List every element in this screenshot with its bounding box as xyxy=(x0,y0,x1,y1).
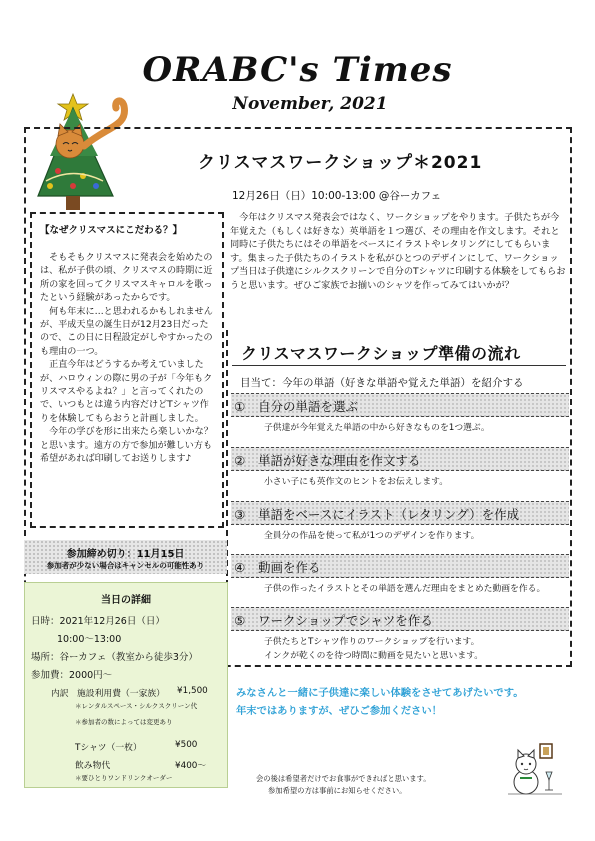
details-time: 10:00〜13:00 xyxy=(57,634,122,645)
why-christmas-heading: 【なぜクリスマスにこだわる？】 xyxy=(40,225,183,236)
flow-title: クリスマスワークショップ準備の流れ xyxy=(241,344,521,363)
deadline-banner xyxy=(24,540,227,574)
step-desc: 小さい子にも英作文のヒントをお伝えします。 xyxy=(264,477,449,487)
closing-line: 年末ではありますが、ぜひご参加ください！ xyxy=(236,705,442,717)
step-number: ② xyxy=(234,453,246,468)
why-paragraph: 今年の学びを形に出来たら楽しいかな？と思います。遠方の方で参加が難しい方も希望があれば印刷してお送りします♪ xyxy=(40,427,213,465)
step-title xyxy=(234,611,433,629)
closing-line: みなさんと一緒に子供達に楽しい体験をさせてあげたいです。 xyxy=(236,687,524,699)
step-number: ⑤ xyxy=(234,613,246,628)
facility-label: 施設利用費（一家族） xyxy=(77,689,165,699)
step-desc: 全員分の作品を使って私が1つのデザインを作ります。 xyxy=(264,531,480,541)
why-paragraph: そもそもクリスマスに発表会を始めたのは、私が子供の頃、クリスマスの時期に近所の家を回ってクリスマスキャロルを歌ったという経験があったからです。 xyxy=(40,253,213,304)
closing-message xyxy=(236,684,524,720)
workshop-intro: 今年はクリスマス発表会ではなく、ワークショップをやります。子供たちが今年覚えた（もしくは好きな）英単語を１つ選び、その理由を作文します。それと同時に子供たちにはその単語をベースにイラストやレタリングにしてもらいます。集まった子供たちのイラストを私がひとつのデザインにして、ワークショップ当日は子供達にシルクスクリーンで自分のTシャツに印刷する体験をしてもらおうと思います。ぜひご家族でお揃いのシャツを作ってみてはいかが？ xyxy=(230,212,566,291)
step-desc: 子供達が今年覚えた単語の中から好きなものを1つ選ぶ。 xyxy=(264,423,490,433)
drinks-note: ＊要ひとりワンドリンクオーダー xyxy=(75,774,173,782)
step-title xyxy=(234,558,321,576)
why-christmas-box xyxy=(30,212,224,528)
tshirt-price: ¥500 xyxy=(175,740,198,750)
footnote-line: 会の後は希望者だけでお食事ができればと思います。 xyxy=(256,774,431,783)
drinks-price: ¥400〜 xyxy=(175,761,207,771)
deadline-note: 参加者が少ない場合はキャンセルの可能性あり xyxy=(46,561,205,570)
step-title-text: 自分の単語を選ぶ xyxy=(258,399,359,414)
facility-price: ¥1,500 xyxy=(177,686,208,696)
step-desc: 子供の作ったイラストとその単語を選んだ理由をまとめた動画を作る。 xyxy=(264,584,546,594)
step-title xyxy=(234,397,358,415)
workshop-datetime: 12月26日（日）10:00-13:00 @谷ーカフェ xyxy=(232,190,442,202)
flow-subtitle: 目当て：今年の単語（好きな単語や覚えた単語）を紹介する xyxy=(240,377,524,389)
details-place: 場所：谷ーカフェ（教室から徒歩3分） xyxy=(31,652,198,663)
drinks-label: 飲み物代 xyxy=(75,761,111,771)
step-desc: インクが乾くのを待つ時間に動画を見たいと思います。 xyxy=(264,651,484,661)
details-date: 日時：2021年12月26日（日） xyxy=(31,616,165,627)
step-title-text: 単語をベースにイラスト（レタリング）を作成 xyxy=(258,507,520,522)
event-details-box xyxy=(24,582,228,788)
why-paragraph: 正直今年はどうするか考えていましたが、ハロウィンの際に男の子が「今年もクリスマスやるよね？」と言ってくれたので、いつもとは違う内容だけどTシャツ作りを体験してもらおうと計画しました。 xyxy=(40,360,213,424)
details-title: 当日の詳細 xyxy=(101,595,151,606)
deadline-text: 参加締め切り：11月15日 xyxy=(66,549,185,560)
cat-drink-icon xyxy=(506,742,564,796)
breakdown-label: 内訳 xyxy=(51,689,69,699)
step-number: ① xyxy=(234,399,246,414)
participants-note: ＊参加者の数によっては変更あり xyxy=(75,718,173,726)
masthead-title: ORABC's Times xyxy=(142,50,453,90)
step-title-text: 動画を作る xyxy=(258,560,321,575)
step-title-text: ワークショップでシャツを作る xyxy=(258,613,433,628)
details-fee: 参加費：2000円〜 xyxy=(31,670,113,681)
why-christmas-body xyxy=(40,252,214,467)
step-title-text: 単語が好きな理由を作文する xyxy=(258,453,421,468)
footnote xyxy=(256,773,431,797)
tshirt-label: Tシャツ（一枚） xyxy=(75,743,142,753)
step-number: ③ xyxy=(234,507,246,522)
facility-note: ＊レンタルスペース・シルクスクリーン代 xyxy=(75,702,198,710)
flow-title-underline xyxy=(232,365,566,366)
workshop-title: クリスマスワークショップ＊2021 xyxy=(198,153,483,173)
issue-date: November, 2021 xyxy=(232,94,388,114)
why-paragraph: 何も年末に…と思われるかもしれませんが、平成天皇の誕生日が12月23日だったので、この日に日程設定がしやすかったのも理由の一つ。 xyxy=(40,306,213,357)
step-title xyxy=(234,505,519,523)
step-title xyxy=(234,451,421,469)
step-number: ④ xyxy=(234,560,246,575)
footnote-line: 参加希望の方は事前にお知らせください。 xyxy=(268,786,407,795)
step-desc: 子供たちとTシャツ作りのワークショップを行います。 xyxy=(264,637,480,647)
